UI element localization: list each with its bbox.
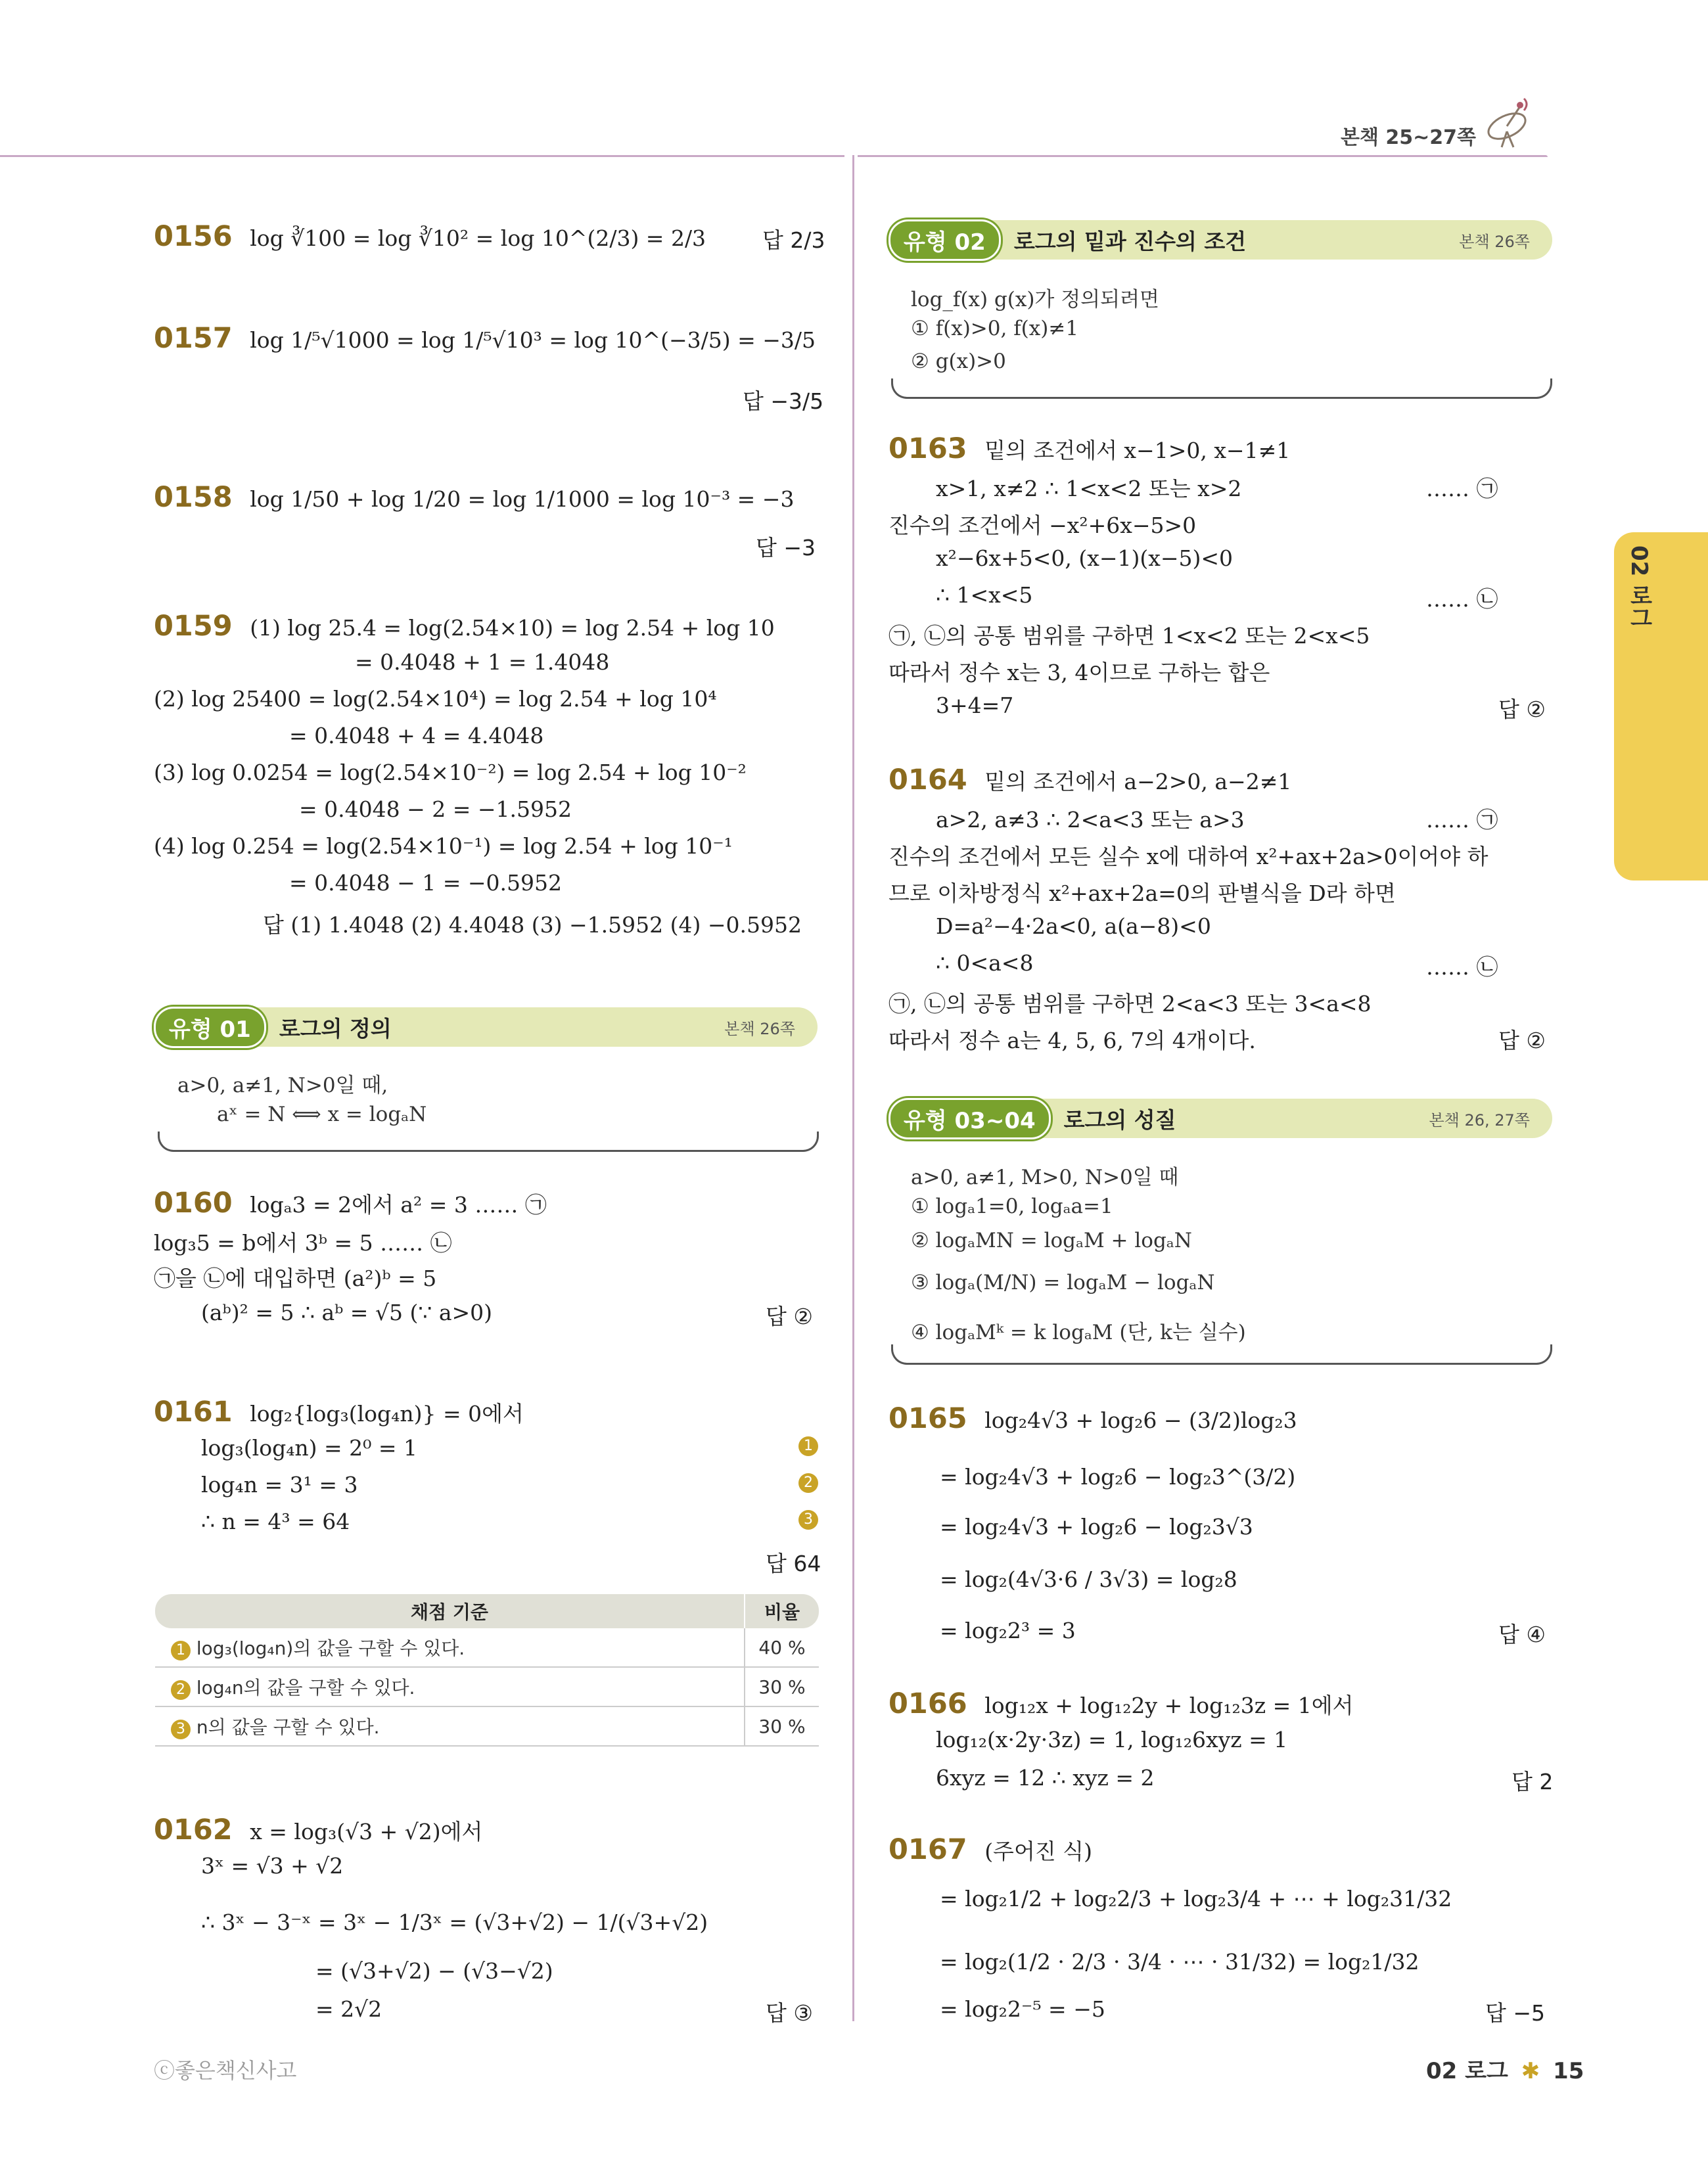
condition-line: ① f(x)>0, f(x)≠1: [911, 317, 1079, 340]
problem-0167: [889, 1833, 1092, 1866]
column-divider: [852, 155, 854, 2021]
type-badge: 유형 01: [154, 1007, 266, 1048]
condition-mark: …… ㉡: [1426, 954, 1498, 980]
solution-line: 진수의 조건에서 모든 실수 x에 대하여 x²+ax+2a>0이어야 하: [889, 844, 1489, 869]
solution-line: log₁₂x + log₁₂2y + log₁₂3z = 1에서: [984, 1693, 1354, 1718]
type-badge: 유형 03~04: [889, 1098, 1051, 1139]
solution-line: = 0.4048 + 1 = 1.4048: [355, 649, 610, 675]
footer-chapter-label: 02 로그: [1426, 2058, 1508, 2084]
answer-0162: 답 ③: [766, 2000, 813, 2026]
header-page-ref: 본책 25~27쪽: [1341, 126, 1477, 149]
answer-0159: 답 (1) 1.4048 (2) 4.4048 (3) −1.5952 (4) −0.5952: [263, 912, 802, 938]
solution-line: ∴ 1<x<5: [936, 582, 1033, 608]
solution-line: = 0.4048 − 2 = −1.5952: [299, 796, 572, 822]
answer-0156: 답 2/3: [762, 227, 825, 253]
problem-number: 0158: [154, 481, 233, 514]
problem-0162: [154, 1814, 482, 1846]
solution-line: (aᵇ)² = 5 ∴ aᵇ = √5 (∵ a>0): [201, 1300, 493, 1325]
answer-0166: 답 2: [1512, 1769, 1554, 1795]
solution-line: = log₂2⁻⁵ = −5: [940, 1996, 1105, 2022]
solution-text: log ∛100 = log ∛10² = log 10^(2/3) = 2/3: [250, 225, 706, 251]
solution-line: (3) log 0.0254 = log(2.54×10⁻²) = log 2.54 + log 10⁻²: [154, 760, 747, 785]
solution-line: = log₂2³ = 3: [940, 1618, 1076, 1643]
property-line: ③ logₐ(M/N) = logₐM − logₐN: [911, 1271, 1215, 1294]
solution-line: 밑의 조건에서 x−1>0, x−1≠1: [984, 438, 1291, 463]
summary-box-bottom: [891, 1344, 1552, 1365]
answer-0161: 답 64: [766, 1551, 821, 1576]
solution-line: = log₂(4√3·6 / 3√3) = log₂8: [940, 1567, 1237, 1592]
solution-line: log₃(log₄n) = 2⁰ = 1: [201, 1435, 418, 1461]
problem-number: 0163: [889, 432, 967, 465]
solution-line: log₄n = 3¹ = 3: [201, 1472, 358, 1498]
solution-line: 밑의 조건에서 a−2>0, a−2≠1: [984, 769, 1292, 794]
summary-box-bottom: [891, 378, 1552, 399]
type-title: 로그의 밑과 진수의 조건: [1013, 228, 1247, 254]
problem-0164: [889, 764, 1291, 796]
property-line: a>0, a≠1, M>0, N>0일 때: [911, 1166, 1179, 1189]
solution-line: log₂{log₃(log₄n)} = 0에서: [250, 1401, 524, 1427]
problem-0163: [889, 432, 1290, 465]
side-tab-label: 02 로그: [1626, 545, 1652, 629]
solution-line: ㉠, ㉡의 공통 범위를 구하면 2<a<3 또는 3<a<8: [889, 991, 1372, 1017]
condition-mark: …… ㉠: [1426, 807, 1498, 833]
type-title: 로그의 정의: [279, 1015, 392, 1041]
type-ref: 본책 26쪽: [1459, 232, 1530, 251]
solution-line: = 0.4048 − 1 = −0.5952: [289, 870, 562, 896]
solution-line: log₃5 = b에서 3ᵇ = 5 …… ㉡: [154, 1230, 452, 1256]
solution-line: = 2√2: [315, 1996, 382, 2022]
solution-text: log 1/⁵√1000 = log 1/⁵√10³ = log 10^(−3/5) = −3/5: [250, 327, 816, 353]
property-line: ④ logₐMᵏ = k logₐM (단, k는 실수): [911, 1321, 1246, 1344]
problem-0165: [889, 1402, 1297, 1435]
problem-0158: [154, 481, 794, 514]
problem-number: 0166: [889, 1687, 967, 1720]
step-marker: 2: [798, 1473, 818, 1493]
solution-line: ∴ 3ˣ − 3⁻ˣ = 3ˣ − 1/3ˣ = (√3+√2) − 1/(√3+√2): [201, 1910, 708, 1935]
problem-number: 0159: [154, 610, 233, 643]
solution-line: 3ˣ = √3 + √2: [201, 1853, 344, 1879]
solution-line: (2) log 25400 = log(2.54×10⁴) = log 2.54 + log 10⁴: [154, 686, 717, 712]
condition-line: ② g(x)>0: [911, 350, 1006, 373]
answer-0164: 답 ②: [1498, 1028, 1546, 1053]
problem-0161: [154, 1396, 524, 1429]
problem-0157: [154, 322, 816, 355]
solution-line: = log₂4√3 + log₂6 − log₂3^(3/2): [940, 1464, 1296, 1490]
problem-number: 0167: [889, 1833, 967, 1866]
type01-header: [154, 1007, 818, 1047]
footer-page-number: 15: [1553, 2058, 1584, 2084]
property-line: ② logₐMN = logₐM + logₐN: [911, 1229, 1192, 1252]
type0304-header: [889, 1099, 1552, 1138]
solution-line: 3+4=7: [936, 693, 1014, 718]
solution-line: log₂4√3 + log₂6 − (3/2)log₂3: [984, 1407, 1297, 1433]
problem-0159: [154, 610, 775, 643]
grading-row: 2 log₄n의 값을 구할 수 있다. 30 %: [155, 1667, 819, 1706]
solution-line: (1) log 25.4 = log(2.54×10) = log 2.54 + log 10: [250, 615, 775, 641]
condition-mark: …… ㉠: [1426, 476, 1498, 501]
problem-number: 0157: [154, 322, 233, 355]
grading-row: 1 log₃(log₄n)의 값을 구할 수 있다. 40 %: [155, 1628, 819, 1667]
solution-line: = log₂(1/2 · 2/3 · 3/4 · ⋯ · 31/32) = log₂1/32: [940, 1949, 1419, 1975]
step-marker: 3: [798, 1510, 818, 1530]
top-rule: [0, 155, 844, 157]
type-badge: 유형 02: [889, 219, 1001, 261]
solution-line: (4) log 0.254 = log(2.54×10⁻¹) = log 2.54 + log 10⁻¹: [154, 833, 733, 859]
solution-line: ∴ n = 4³ = 64: [201, 1509, 350, 1534]
answer-0165: 답 ④: [1498, 1622, 1546, 1647]
solution-line: 진수의 조건에서 −x²+6x−5>0: [889, 513, 1197, 538]
problem-number: 0161: [154, 1396, 233, 1429]
condition-line: log_f(x) g(x)가 정의되려면: [911, 288, 1159, 311]
problem-0166: [889, 1687, 1353, 1720]
solution-line: ㉠, ㉡의 공통 범위를 구하면 1<x<2 또는 2<x<5: [889, 623, 1370, 649]
problem-number: 0156: [154, 220, 233, 253]
grading-header-criteria: 채점 기준: [155, 1594, 745, 1628]
solution-line: x>1, x≠2 ∴ 1<x<2 또는 x>2: [936, 476, 1242, 501]
problem-0156: [154, 220, 706, 253]
solution-line: ∴ 0<a<8: [936, 950, 1034, 976]
answer-0163: 답 ②: [1498, 697, 1546, 722]
solution-line: = log₂4√3 + log₂6 − log₂3√3: [940, 1514, 1253, 1540]
solution-line: a>2, a≠3 ∴ 2<a<3 또는 a>3: [936, 807, 1245, 833]
problem-number: 0165: [889, 1402, 967, 1435]
property-line: ① logₐ1=0, logₐa=1: [911, 1195, 1113, 1218]
solution-text: log 1/50 + log 1/20 = log 1/1000 = log 10⁻³ = −3: [250, 486, 795, 512]
solution-line: (주어진 식): [984, 1839, 1092, 1864]
solution-line: log₁₂(x·2y·3z) = 1, log₁₂6xyz = 1: [936, 1727, 1288, 1752]
definition-line: a>0, a≠1, N>0일 때,: [177, 1074, 388, 1097]
answer-0158: 답 −3: [756, 535, 816, 560]
problem-number: 0160: [154, 1187, 233, 1220]
type-ref: 본책 26, 27쪽: [1429, 1110, 1530, 1130]
solution-line: D=a²−4·2a<0, a(a−8)<0: [936, 913, 1211, 939]
problem-0160: [154, 1187, 547, 1220]
type-ref: 본책 26쪽: [724, 1019, 795, 1038]
solution-line: 6xyz = 12 ∴ xyz = 2: [936, 1765, 1155, 1791]
grading-row: 3 n의 값을 구할 수 있다. 30 %: [155, 1706, 819, 1746]
problem-number: 0162: [154, 1814, 233, 1846]
footer-separator-icon: ✱: [1521, 2058, 1540, 2084]
answer-0160: 답 ②: [766, 1304, 813, 1329]
type02-header: [889, 220, 1552, 260]
condition-mark: …… ㉡: [1426, 586, 1498, 612]
footer-publisher: ⓒ좋은책신사고: [154, 2058, 297, 2083]
solution-line: logₐ3 = 2에서 a² = 3 …… ㉠: [250, 1192, 547, 1218]
solution-line: = 0.4048 + 4 = 4.4048: [289, 723, 544, 748]
answer-0157: 답 −3/5: [743, 388, 824, 414]
type-title: 로그의 성질: [1063, 1107, 1176, 1133]
solution-line: 므로 이차방정식 x²+ax+2a=0의 판별식을 D라 하면: [889, 881, 1396, 906]
problem-number: 0164: [889, 764, 967, 796]
solution-line: 따라서 정수 a는 4, 5, 6, 7의 4개이다.: [889, 1028, 1256, 1053]
answer-0167: 답 −5: [1485, 2000, 1546, 2026]
grading-table: [155, 1594, 819, 1747]
summary-box-bottom: [158, 1132, 819, 1152]
footer-chapter: [1426, 2053, 1584, 2085]
solution-line: = (√3+√2) − (√3−√2): [315, 1958, 553, 1984]
satellite-icon: [1482, 92, 1535, 151]
top-rule-right: [858, 155, 1548, 157]
step-marker: 1: [798, 1436, 818, 1456]
solution-line: 따라서 정수 x는 3, 4이므로 구하는 합은: [889, 660, 1270, 685]
solution-line: x²−6x+5<0, (x−1)(x−5)<0: [936, 545, 1234, 571]
grading-header-ratio: 비율: [745, 1594, 819, 1628]
definition-line: aˣ = N ⟺ x = logₐN: [217, 1103, 427, 1126]
solution-line: x = log₃(√3 + √2)에서: [250, 1819, 483, 1844]
solution-line: ㉠을 ㉡에 대입하면 (a²)ᵇ = 5: [154, 1266, 437, 1291]
solution-line: = log₂1/2 + log₂2/3 + log₂3/4 + ⋯ + log₂31/32: [940, 1886, 1452, 1911]
